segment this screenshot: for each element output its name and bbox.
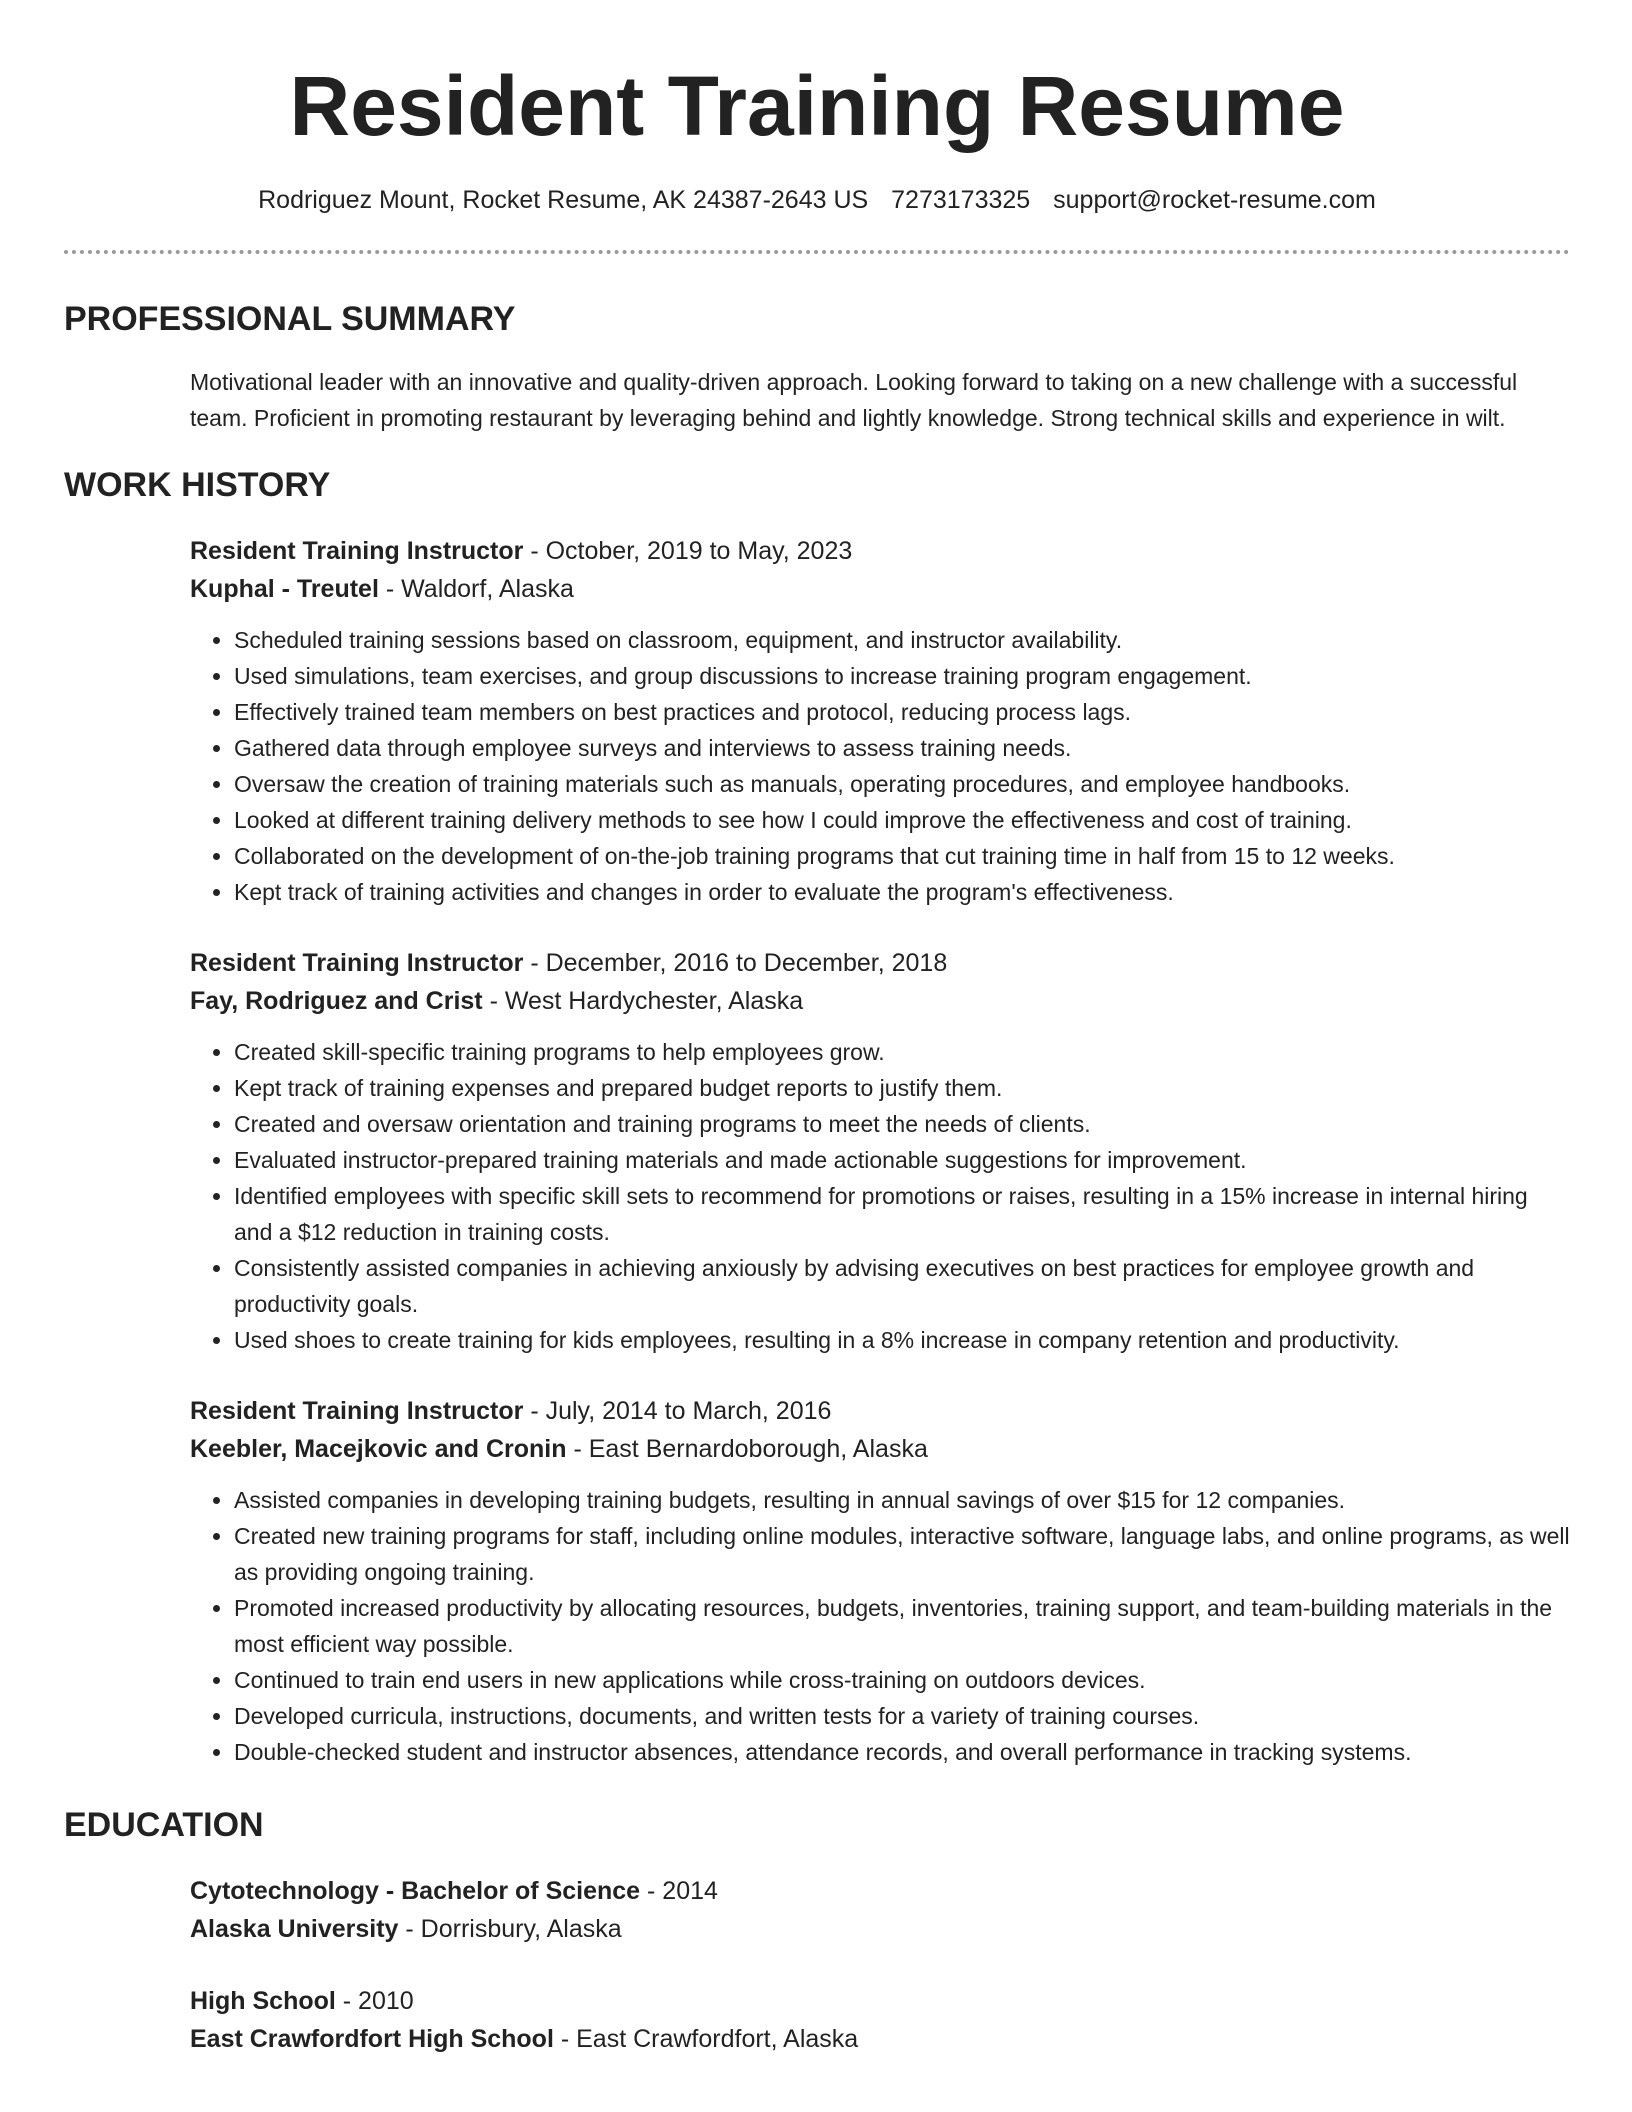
job-bullet: • Kept track of training expenses and prepared budget reports to justify them.: [234, 1070, 1570, 1106]
degree-line: [190, 1982, 1570, 2020]
job-bullet: • Scheduled training sessions based on classroom, equipment, and instructor availability.: [234, 622, 1570, 658]
job-title-line: [190, 1392, 1570, 1430]
degree-line: [190, 1872, 1570, 1910]
job-title: Resident Training Instructor: [190, 949, 524, 977]
job-company: Kuphal - Treutel: [190, 575, 379, 603]
job-title: Resident Training Instructor: [190, 1397, 524, 1425]
job-bullet: • Created skill-specific training programs to help employees grow.: [234, 1034, 1570, 1070]
contact-address: Rodriguez Mount, Rocket Resume, AK 24387-2643 US: [258, 186, 869, 214]
job-bullet: • Used shoes to create training for kids employees, resulting in a 8% increase in company retention and productivity.: [234, 1322, 1570, 1358]
job-bullet: • Used simulations, team exercises, and group discussions to increase training program engagement.: [234, 658, 1570, 694]
education-section: [64, 1804, 1570, 2058]
job-dates: - July, 2014 to March, 2016: [523, 1397, 832, 1425]
job-dates: - December, 2016 to December, 2018: [523, 949, 948, 977]
degree-name: Cytotechnology - Bachelor of Science: [190, 1877, 641, 1905]
contact-phone: 7273173325: [891, 186, 1031, 214]
job-bullet: • Double-checked student and instructor absences, attendance records, and overall performance in tracking systems.: [234, 1734, 1570, 1770]
job-title-line: [190, 944, 1570, 982]
job-location: - Waldorf, Alaska: [378, 575, 574, 603]
job-company: Keebler, Macejkovic and Cronin: [190, 1435, 567, 1463]
job-bullet: • Identified employees with specific skill sets to recommend for promotions or raises, resulting in a 15% increase in internal hiring and a $12 reduction in training costs.: [234, 1178, 1570, 1250]
job-bullet: • Oversaw the creation of training materials such as manuals, operating procedures, and employee handbooks.: [234, 766, 1570, 802]
resume-title: Resident Training Resume: [289, 59, 1345, 153]
job-bullet: • Developed curricula, instructions, documents, and written tests for a variety of training courses.: [234, 1698, 1570, 1734]
job-bullet: • Continued to train end users in new applications while cross-training on outdoors devices.: [234, 1662, 1570, 1698]
job-bullets: [190, 622, 1570, 910]
school-line: [190, 1910, 1570, 1948]
header-divider: [64, 250, 1570, 254]
contact-email: support@rocket-resume.com: [1053, 186, 1376, 214]
job-company-line: [190, 570, 1570, 608]
school-location: - Dorrisbury, Alaska: [398, 1915, 622, 1943]
school-line: [190, 2020, 1570, 2058]
job-title-line: [190, 532, 1570, 570]
contact-line: [64, 184, 1570, 216]
job-bullet: • Gathered data through employee surveys and interviews to assess training needs.: [234, 730, 1570, 766]
job-entry: [190, 1392, 1570, 1770]
job-company-line: [190, 1430, 1570, 1468]
job-bullet: • Evaluated instructor-prepared training materials and made actionable suggestions for improvement.: [234, 1142, 1570, 1178]
degree-year: - 2014: [640, 1877, 718, 1905]
job-bullet: • Created new training programs for staff, including online modules, interactive software, language labs, and online programs, as well as providing ongoing training.: [234, 1518, 1570, 1590]
job-title: Resident Training Instructor: [190, 537, 524, 565]
work-history-list: [190, 532, 1570, 1770]
job-bullet: • Assisted companies in developing training budgets, resulting in annual savings of over $15 for 12 companies.: [234, 1482, 1570, 1518]
job-bullet: • Consistently assisted companies in achieving anxiously by advising executives on best practices for employee growth and productivity goals.: [234, 1250, 1570, 1322]
school-name: East Crawfordfort High School: [190, 2025, 554, 2053]
work-history-heading: WORK HISTORY: [64, 466, 331, 504]
job-location: - West Hardychester, Alaska: [482, 987, 804, 1015]
education-entry: [190, 1982, 1570, 2058]
education-list: [190, 1872, 1570, 2058]
job-bullet: • Collaborated on the development of on-the-job training programs that cut training time in half from 15 to 12 weeks.: [234, 838, 1570, 874]
job-dates: - October, 2019 to May, 2023: [523, 537, 853, 565]
education-entry: [190, 1872, 1570, 1948]
summary-section: [64, 298, 1570, 436]
job-bullet: • Looked at different training delivery methods to see how I could improve the effectiveness and cost of training.: [234, 802, 1570, 838]
job-bullets: [190, 1034, 1570, 1358]
job-entry: [190, 944, 1570, 1358]
job-bullet: • Kept track of training activities and changes in order to evaluate the program's effectiveness.: [234, 874, 1570, 910]
job-bullet: • Created and oversaw orientation and training programs to meet the needs of clients.: [234, 1106, 1570, 1142]
job-company: Fay, Rodriguez and Crist: [190, 987, 483, 1015]
education-heading: EDUCATION: [64, 1806, 264, 1844]
summary-heading: PROFESSIONAL SUMMARY: [64, 300, 516, 338]
summary-text: Motivational leader with an innovative and quality-driven approach. Looking forward to taking on a new challenge with a successful team. Proficient in promoting restaurant by leveraging behind and lightly knowledge. Strong technical skills and experience in wilt.: [190, 369, 1518, 431]
degree-name: High School: [190, 1987, 336, 2015]
resume-page: [64, 0, 1570, 2058]
job-company-line: [190, 982, 1570, 1020]
job-bullets: [190, 1482, 1570, 1770]
job-bullet: • Promoted increased productivity by allocating resources, budgets, inventories, training support, and team-building materials in the most efficient way possible.: [234, 1590, 1570, 1662]
school-name: Alaska University: [190, 1915, 399, 1943]
work-history-section: [64, 464, 1570, 1770]
school-location: - East Crawfordfort, Alaska: [553, 2025, 859, 2053]
job-bullet: • Effectively trained team members on best practices and protocol, reducing process lags.: [234, 694, 1570, 730]
degree-year: - 2010: [335, 1987, 414, 2015]
job-entry: [190, 532, 1570, 910]
job-location: - East Bernardoborough, Alaska: [566, 1435, 928, 1463]
